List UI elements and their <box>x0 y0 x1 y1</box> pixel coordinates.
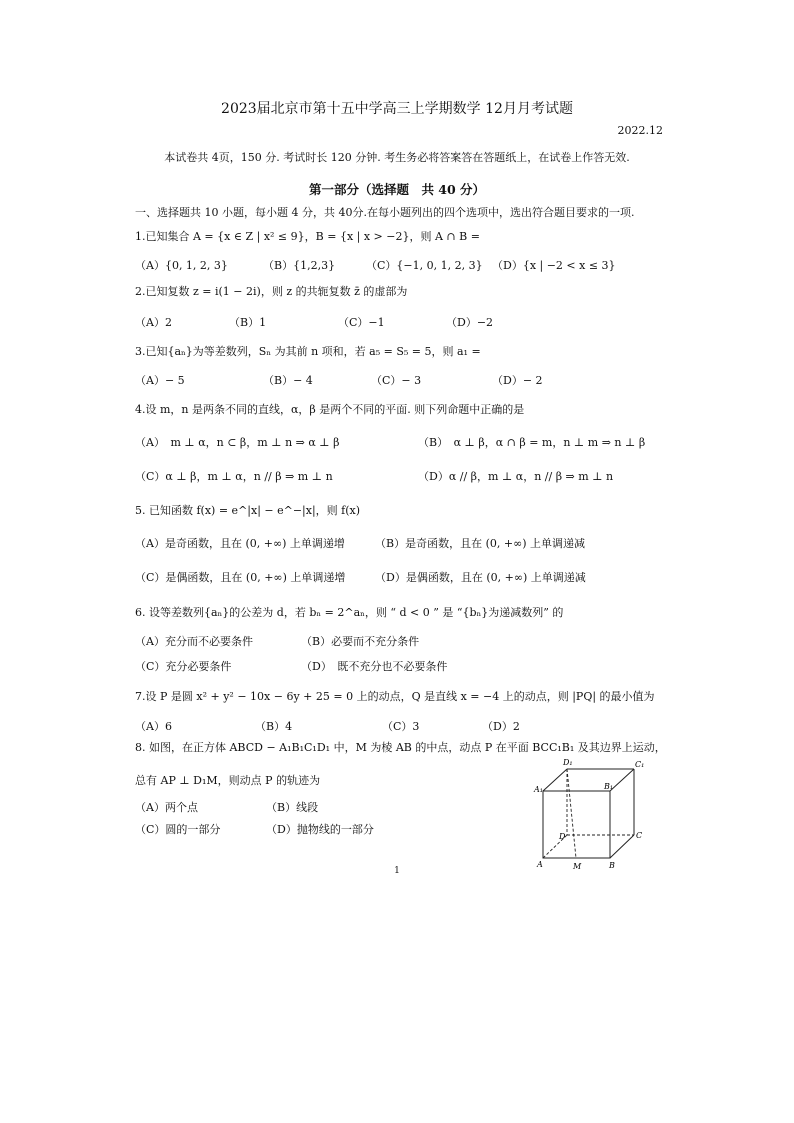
question-1-option-a: （A）{0, 1, 2, 3} <box>135 259 228 272</box>
question-5-option-c: （C）是偶函数，且在 (0, +∞) 上单调递增 <box>135 571 346 584</box>
edge-a1d1 <box>543 769 567 791</box>
question-6-option-b: （B）必要而不充分条件 <box>301 635 420 648</box>
question-1-option-c: （C）{−1, 0, 1, 2, 3} <box>366 259 483 272</box>
question-8-option-d: （D）抛物线的一部分 <box>266 823 374 836</box>
edge-bc <box>610 835 634 858</box>
question-5-option-d: （D）是偶函数，且在 (0, +∞) 上单调递减 <box>375 571 586 584</box>
page-number: 1 <box>394 866 400 876</box>
question-2-option-b: （B）1 <box>229 316 267 329</box>
question-5-stem: 5. 已知函数 f(x) = e^|x| − e^−|x|，则 f(x) <box>135 504 361 517</box>
label-c: C <box>636 831 643 840</box>
question-3-stem: 3.已知{aₙ}为等差数列，Sₙ 为其前 n 项和，若 a₅ = S₅ = 5，则 a₁ = <box>135 345 481 358</box>
question-7-option-b: （B）4 <box>255 720 293 733</box>
cube-figure <box>525 755 655 875</box>
question-6-stem: 6. 设等差数列{aₙ}的公差为 d，若 bₙ = 2^aₙ，则 “ d < 0 ” 是 “{bₙ}为递减数列” 的 <box>135 606 564 619</box>
question-4-option-b: （B） α ⊥ β，α ∩ β = m，n ⊥ m ⇒ n ⊥ β <box>418 436 646 449</box>
question-8-option-a: （A）两个点 <box>135 801 198 814</box>
question-4-option-d: （D）α // β，m ⊥ α，n // β ⇒ m ⊥ n <box>418 470 614 483</box>
question-6-option-d: （D） 既不充分也不必要条件 <box>301 660 448 673</box>
front-face <box>543 791 610 858</box>
question-6-option-a: （A）充分而不必要条件 <box>135 635 253 648</box>
label-d1: D₁ <box>563 758 573 767</box>
label-a: A <box>537 860 543 869</box>
question-8-option-c: （C）圆的一部分 <box>135 823 221 836</box>
section-intro: 一、选择题共 10 小题，每小题 4 分，共 40分.在每小题列出的四个选项中，选出符合题目要求的一项. <box>135 206 635 219</box>
question-2-option-c: （C）−1 <box>338 316 385 329</box>
question-7-option-d: （D）2 <box>482 720 520 733</box>
question-5-option-a: （A）是奇函数，且在 (0, +∞) 上单调递增 <box>135 537 345 550</box>
label-m: M <box>573 862 582 871</box>
question-1-option-d: （D）{x | −2 < x ≤ 3} <box>492 259 616 272</box>
question-3-option-c: （C）− 3 <box>371 374 422 387</box>
label-a1: A₁ <box>534 785 543 794</box>
label-b: B <box>609 861 615 870</box>
label-c1: C₁ <box>635 760 645 769</box>
segment-d1m <box>567 769 576 858</box>
question-7-stem: 7.设 P 是圆 x² + y² − 10x − 6y + 25 = 0 上的动点，Q 是直线 x = −4 上的动点，则 |PQ| 的最小值为 <box>135 690 655 703</box>
part-title: 第一部分（选择题 共 40 分） <box>308 182 486 197</box>
question-7-option-a: （A）6 <box>135 720 172 733</box>
label-d: D <box>559 832 566 841</box>
question-2-option-a: （A）2 <box>135 316 172 329</box>
question-1-option-b: （B）{1,2,3} <box>263 259 336 272</box>
question-2-stem: 2.已知复数 z = i(1 − 2i)，则 z 的共轭复数 z̄ 的虚部为 <box>135 285 408 298</box>
question-6-option-c: （C）充分必要条件 <box>135 660 232 673</box>
label-b1: B₁ <box>604 782 614 791</box>
question-8-option-b: （B）线段 <box>266 801 319 814</box>
question-1-stem: 1.已知集合 A = {x ∈ Z | x² ≤ 9}，B = {x | x > −2}，则 A ∩ B = <box>135 230 480 243</box>
question-4-option-a: （A） m ⊥ α，n ⊂ β，m ⊥ n ⇒ α ⊥ β <box>135 436 340 449</box>
question-5-option-b: （B）是奇函数，且在 (0, +∞) 上单调递减 <box>375 537 586 550</box>
question-3-option-a: （A）− 5 <box>135 374 185 387</box>
question-3-option-d: （D）− 2 <box>492 374 543 387</box>
question-4-option-c: （C）α ⊥ β，m ⊥ α，n // β ⇒ m ⊥ n <box>135 470 333 483</box>
exam-notice: 本试卷共 4页，150 分. 考试时长 120 分钟. 考生务必将答案答在答题纸上，在试卷上作答无效. <box>164 151 630 164</box>
exam-title: 2023届北京市第十五中学高三上学期数学 12月月考试题 <box>221 101 573 117</box>
question-8-stem: 8. 如图，在正方体 ABCD − A₁B₁C₁D₁ 中，M 为棱 AB 的中点，动点 P 在平面 BCC₁B₁ 及其边界上运动， <box>135 741 666 754</box>
question-3-option-b: （B）− 4 <box>263 374 313 387</box>
question-2-option-d: （D）−2 <box>446 316 494 329</box>
exam-date: 2022.12 <box>617 124 663 137</box>
question-4-stem: 4.设 m，n 是两条不同的直线，α，β 是两个不同的平面. 则下列命题中正确的是 <box>135 403 525 416</box>
edge-b1c1 <box>610 769 634 791</box>
question-7-option-c: （C）3 <box>382 720 420 733</box>
question-8-stem-continued: 总有 AP ⊥ D₁M，则动点 P 的轨迹为 <box>135 774 321 787</box>
